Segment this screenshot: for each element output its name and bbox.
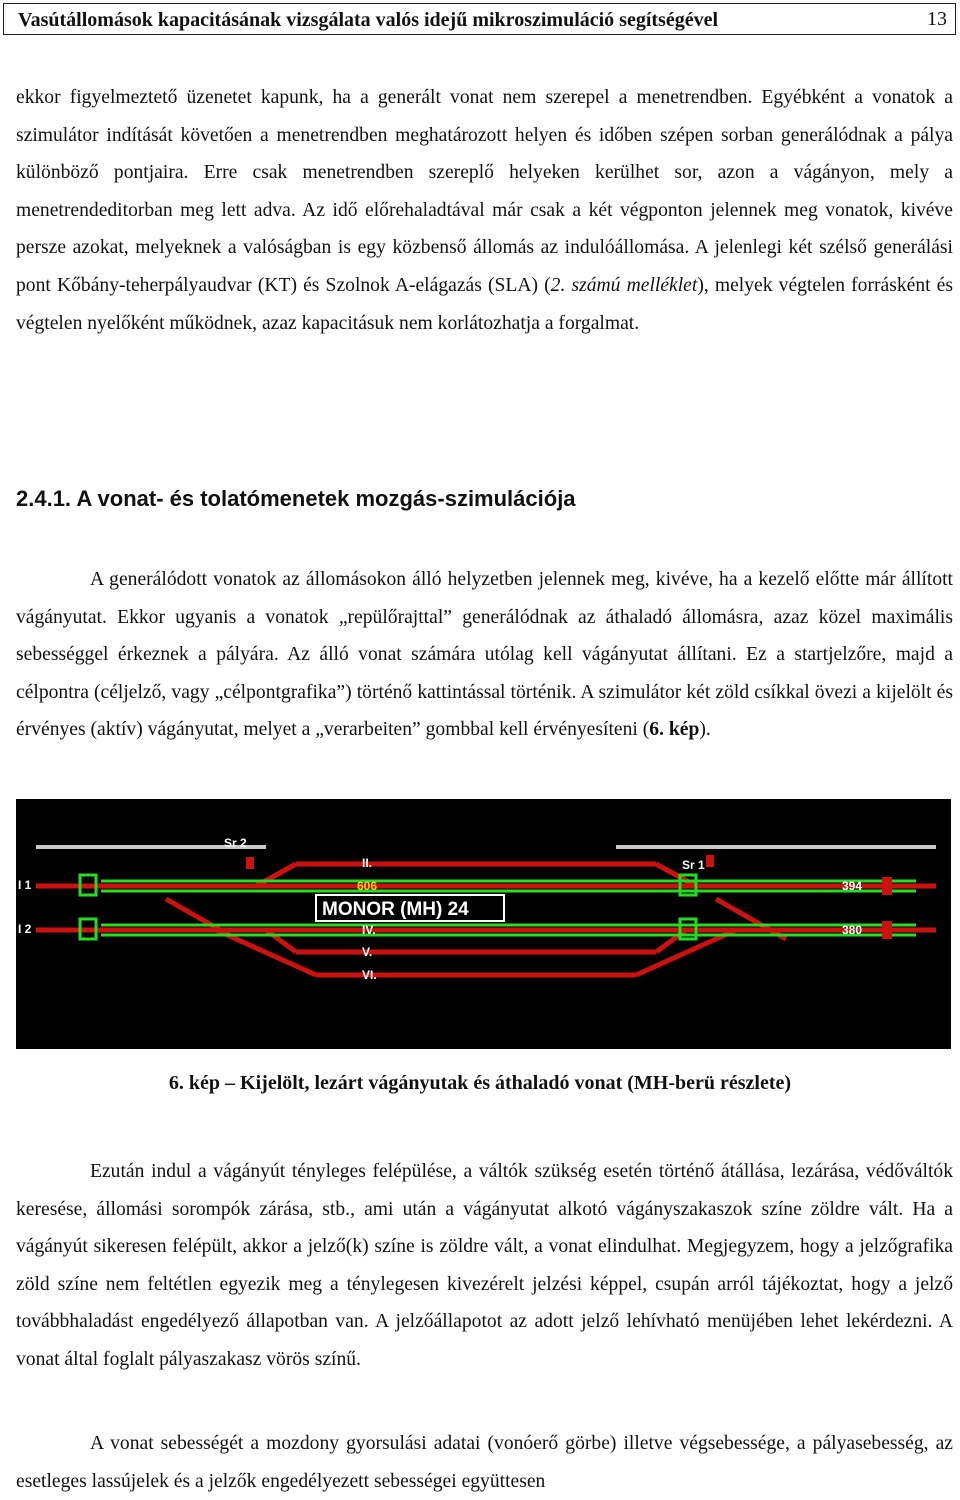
station-diagram-figure: [16, 799, 951, 1049]
label-track-vi: VI.: [362, 968, 377, 982]
paragraph-1-text-a: ekkor figyelmeztető üzenetet kapunk, ha a generált vonat nem szerepel a menetrendben. Egyébként a vonatok a szimulátor indítását követően a menetrendben meghatározott helyen és időben szépen sorban generálódnak a pálya különböző pontjaira. Erre csak menetrendben szereplő helyeken kerülhet sor, azon a vágányon, mely a menetrendeditorban meg lett adva. Az idő előrehaladtával már csak a két végponton jelennek meg vonatok, kivéve persze azokat, melyeknek a valóságban is egy közbenső állomás az indulóállomása. A jelenlegi két szélső generálási pont Kőbány-teherpályaudvar (KT) és Szolnok A-elágazás (SLA) (: [16, 87, 953, 296]
signal-right-i1: [882, 877, 892, 895]
label-train-380: 380: [842, 923, 863, 937]
label-track-i1: I 1: [18, 878, 32, 892]
signal-sr1: [706, 855, 714, 867]
running-title: Vasútállomások kapacitásának vizsgálata valós idejű mikroszimuláció segítségével: [18, 9, 719, 31]
label-sr1: Sr 1: [682, 858, 705, 872]
label-track-i2: I 2: [18, 922, 32, 936]
paragraph-1: [16, 79, 953, 342]
paragraph-2-figure-reference: 6. kép: [649, 719, 700, 741]
label-track-iv: IV.: [362, 923, 376, 937]
page-header: [3, 3, 956, 35]
label-sr2: Sr 2: [224, 836, 247, 850]
paragraph-2-text-b: ).: [699, 719, 711, 741]
paragraph-4: A vonat sebességét a mozdony gyorsulási adatai (vonóerő görbe) illetve végsebessége, a pályasebesség, az esetleges lassújelek és a jelzők engedélyezett sebességei együttesen: [16, 1433, 953, 1492]
signal-sr2: [246, 857, 254, 869]
paragraph-3: Ezután indul a vágányút tényleges felépülése, a váltók szükség esetén történő átállása, lezárása, védőváltók keresése, állomási sorompók zárása, stb., ami után a vágányutat alkotó vágányszakaszok színe zöldre vált. Ha a vágányút sikeresen felépült, akkor a jelző(k) színe is zöldre vált, a vonat elindulhat. Megjegyzem, hogy a jelzőgrafika zöld színe nem feltétlen egyezik meg a ténylegesen kivezérelt jelzési képpel, csupán arról tájékoztat, hogy a jelző továbbhaladást engedélyező állapotban van. A jelzőállapotot az adott jelző lehívható menüjében lehet lekérdezni. A vonat által foglalt pályaszakasz vörös színű.: [16, 1161, 953, 1370]
label-train-606: 606: [357, 879, 378, 893]
paragraph-2: [16, 561, 953, 749]
page-number: 13: [927, 8, 947, 30]
paragraph-1-annex-reference: 2. számú melléklet: [550, 274, 698, 296]
paragraph-2-text-a: A generálódott vonatok az állomásokon álló helyzetben jelennek meg, kivéve, ha a kezelő előtte már állított vágányutat. Ekkor ugyanis a vonatok „repülőrajttal” generálódnak az áthaladó állomásra, azaz közel maximális sebességgel érkeznek a pályára. Az álló vonat számára utólag kell vágányutat állítani. Ez a startjelzőre, majd a célpontra (céljelző, vagy „célpontgrafika”) történő kattintással történik. A szimulátor két zöld csíkkal övezi a kijelölt és érvényes (aktív) vágányutat, melyet a „verarbeiten” gombbal kell érvényesíteni (: [16, 569, 953, 741]
figure-caption: 6. kép – Kijelölt, lezárt vágányutak és áthaladó vonat (MH-berü részlete): [168, 1072, 792, 1094]
station-track-diagram: [16, 799, 951, 1049]
label-train-394: 394: [842, 879, 863, 893]
label-track-v: V.: [362, 945, 373, 959]
paragraph-1-text-b: ), melyek végtelen forrásként és végtelen nyelőként működnek, azaz kapacitásuk nem korlátozhatja a forgalmat.: [16, 274, 953, 334]
section-heading: 2.4.1. A vonat- és tolatómenetek mozgás-szimulációja: [16, 486, 576, 511]
label-station-name: MONOR (MH) 24: [322, 899, 469, 920]
label-track-ii: II.: [362, 856, 373, 870]
signal-right-i2: [882, 921, 892, 939]
